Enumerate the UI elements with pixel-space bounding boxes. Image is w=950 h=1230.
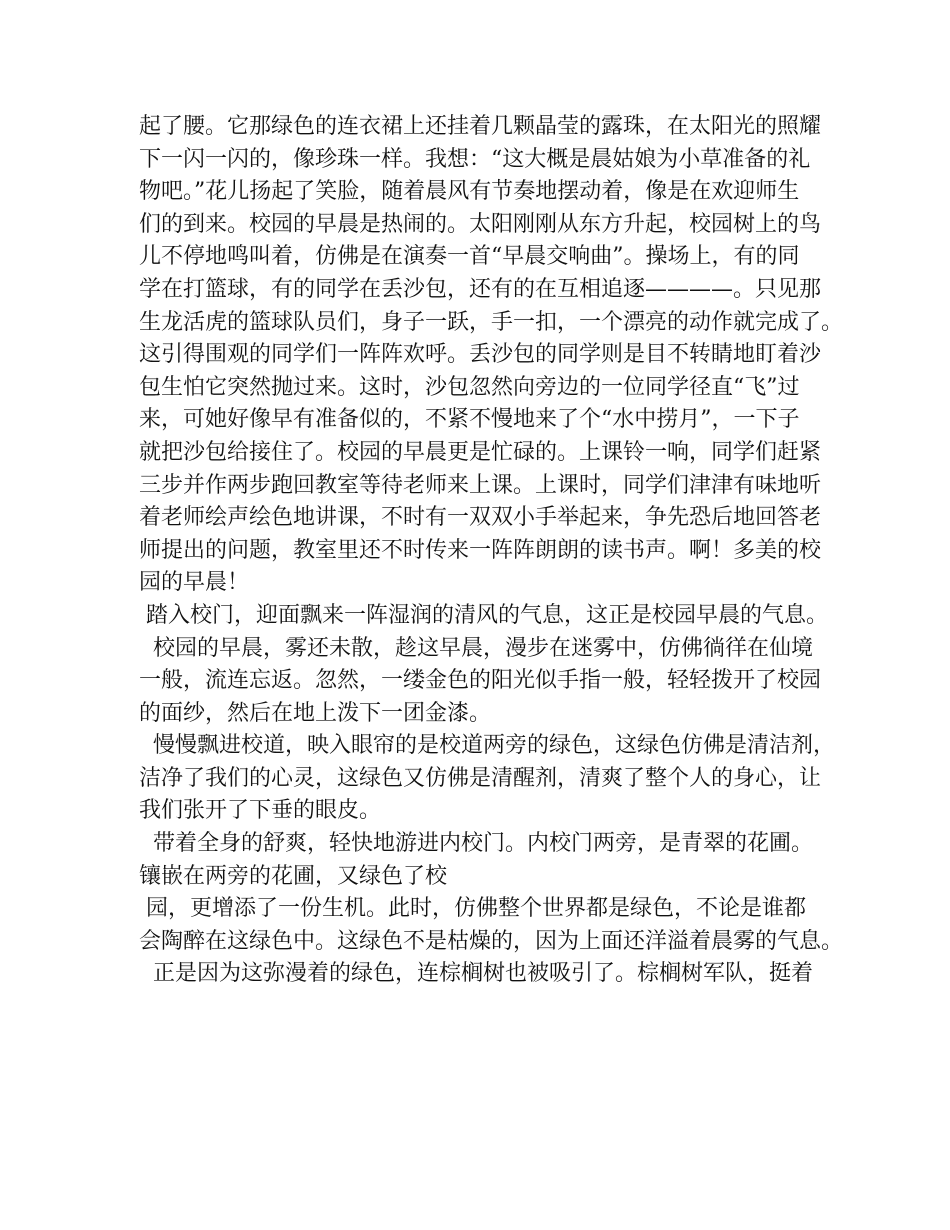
text-line: 生龙活虎的篮球队员们，身子一跃，手一扣，一个漂亮的动作就完成了。 [139, 309, 844, 335]
text-line: 校园的早晨，雾还未散，趁这早晨，漫步在迷雾中，仿佛徜徉在仙境 [139, 635, 813, 661]
text-line: 来，可她好像早有准备似的，不紧不慢地来了个“水中捞月”，一下子 [139, 407, 800, 433]
text-line: 镶嵌在两旁的花圃，又绿色了校 [139, 863, 448, 889]
text-line: 学在打篮球，有的同学在丢沙包，还有的在互相追逐————。只见那 [139, 276, 822, 302]
text-line: 就把沙包给接住了。校园的早晨更是忙碌的。上课铃一响，同学们赶紧 [139, 439, 822, 465]
text-line: 带着全身的舒爽，轻快地游进内校门。内校门两旁，是青翠的花圃。 [139, 831, 813, 857]
text-line: 的面纱，然后在地上泼下一团金漆。 [139, 700, 492, 726]
text-line: 慢慢飘进校道，映入眼帘的是校道两旁的绿色，这绿色仿佛是清洁剂， [139, 733, 835, 759]
text-line: 包生怕它突然抛过来。这时，沙包忽然向旁边的一位同学径直“飞”过 [139, 374, 800, 400]
text-line: 这引得围观的同学们一阵阵欢呼。丢沙包的同学则是目不转睛地盯着沙 [139, 342, 822, 368]
text-line: 物吧。”花儿扬起了笑脸，随着晨风有节奏地摆动着，像是在欢迎师生 [139, 179, 800, 205]
text-line: 会陶醉在这绿色中。这绿色不是枯燥的，因为上面还洋溢着晨雾的气息。 [139, 928, 844, 954]
text-line: 园，更增添了一份生机。此时，仿佛整个世界都是绿色，不论是谁都 [139, 896, 806, 922]
article-text [139, 111, 844, 991]
text-line: 下一闪一闪的，像珍珠一样。我想：“这大概是晨姑娘为小草准备的礼 [139, 146, 811, 172]
text-line: 三步并作两步跑回教室等待老师来上课。上课时，同学们津津有味地听 [139, 472, 822, 498]
text-line: 我们张开了下垂的眼皮。 [139, 798, 382, 824]
text-line: 一般，流连忘返。忽然，一缕金色的阳光似手指一般，轻轻拨开了校园 [139, 668, 822, 694]
text-line: 着老师绘声绘色地讲课，不时有一双双小手举起来，争先恐后地回答老 [139, 505, 822, 531]
text-line: 踏入校门，迎面飘来一阵湿润的清风的气息，这正是校园早晨的气息。 [139, 602, 828, 628]
text-line: 洁净了我们的心灵，这绿色又仿佛是清醒剂，清爽了整个人的身心，让 [139, 765, 822, 791]
text-line: 园的早晨！ [139, 570, 250, 596]
text-line: 正是因为这弥漫着的绿色，连棕榈树也被吸引了。棕榈树军队，挺着 [139, 961, 813, 987]
text-line: 儿不停地鸣叫着，仿佛是在演奏一首“早晨交响曲”。操场上，有的同 [139, 244, 800, 270]
text-line: 师提出的问题，教室里还不时传来一阵阵朗朗的读书声。啊！多美的校 [139, 537, 822, 563]
text-line: 起了腰。它那绿色的连衣裙上还挂着几颗晶莹的露珠，在太阳光的照耀 [139, 114, 822, 139]
text-line: 们的到来。校园的早晨是热闹的。太阳刚刚从东方升起，校园树上的鸟 [139, 211, 822, 237]
